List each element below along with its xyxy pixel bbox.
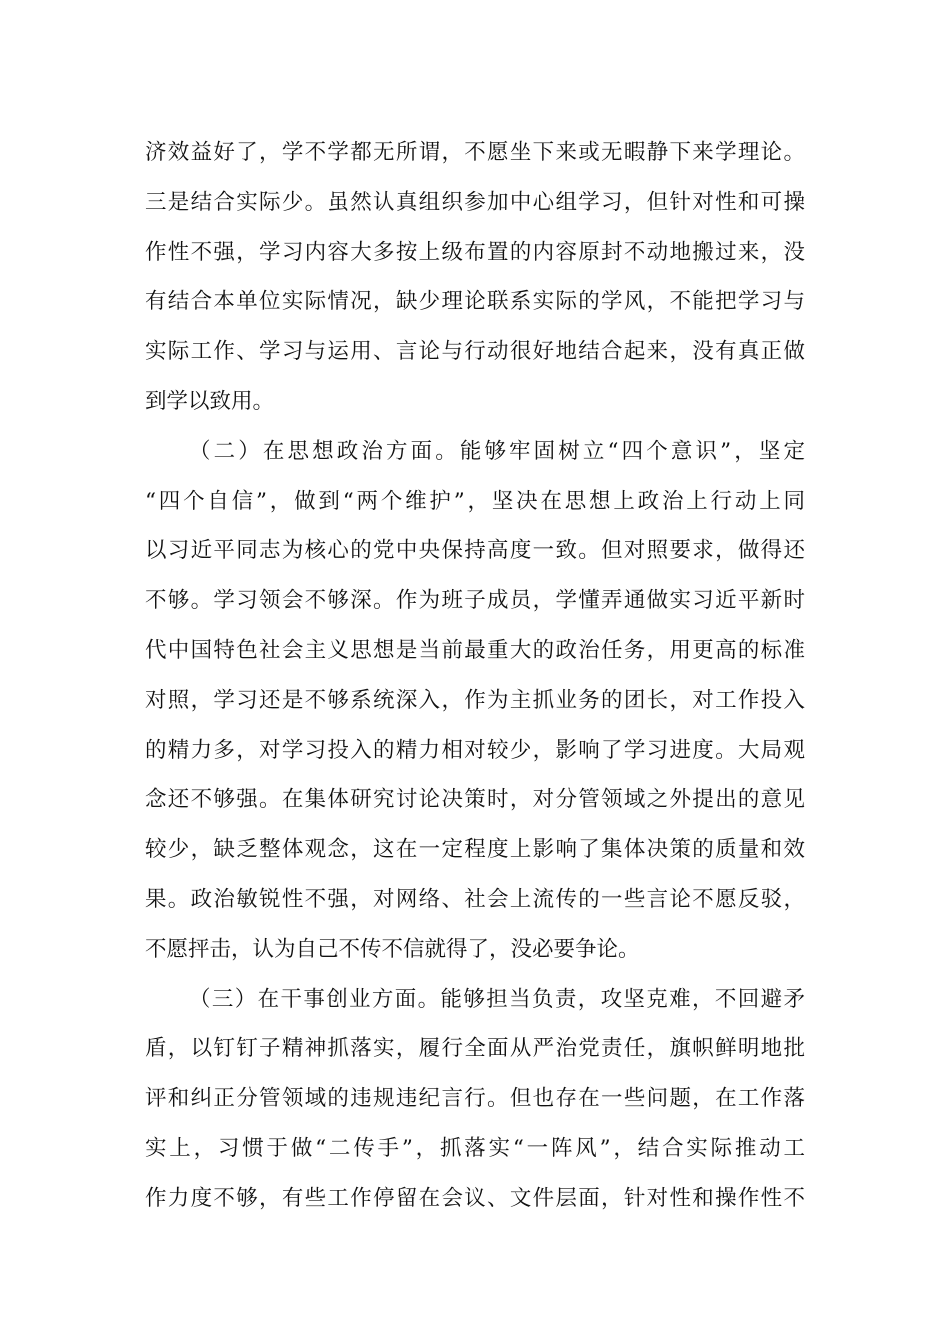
body-line: 不够。学习领会不够深。作为班子成员，学懂弄通做实习近平新时 (145, 588, 805, 614)
body-line: 有结合本单位实际情况，缺少理论联系实际的学风，不能把学习与 (145, 289, 805, 315)
body-line: 对照，学习还是不够系统深入，作为主抓业务的团长，对工作投入 (145, 687, 805, 713)
body-line: 果。政治敏锐性不强，对网络、社会上流传的一些言论不愿反驳， (145, 886, 805, 912)
document-body (145, 128, 805, 1224)
body-line: 三是结合实际少。虽然认真组织参加中心组学习，但针对性和可操 (145, 189, 805, 215)
body-line: 以习近平同志为核心的党中央保持高度一致。但对照要求，做得还 (145, 538, 805, 564)
body-line: 盾，以钉钉子精神抓落实，履行全面从严治党责任，旗帜鲜明地批 (145, 1036, 805, 1062)
body-line: “四个自信”，做到“两个维护”，坚决在思想上政治上行动上同 (145, 488, 805, 514)
body-line: 较少，缺乏整体观念，这在一定程度上影响了集体决策的质量和效 (145, 837, 805, 863)
body-line: 评和纠正分管领域的违规违纪言行。但也存在一些问题，在工作落 (145, 1086, 805, 1112)
body-line: 作力度不够，有些工作停留在会议、文件层面，针对性和操作性不 (145, 1185, 805, 1211)
body-line: 代中国特色社会主义思想是当前最重大的政治任务，用更高的标准 (145, 637, 805, 663)
body-line: 的精力多，对学习投入的精力相对较少，影响了学习进度。大局观 (145, 737, 805, 763)
body-line: 实际工作、学习与运用、言论与行动很好地结合起来，没有真正做 (145, 339, 805, 365)
body-line: 念还不够强。在集体研究讨论决策时，对分管领域之外提出的意见 (145, 787, 805, 813)
body-line: 实上，习惯于做“二传手”，抓落实“一阵风”，结合实际推动工 (145, 1135, 805, 1161)
body-line: 作性不强，学习内容大多按上级布置的内容原封不动地搬过来，没 (145, 239, 805, 265)
body-line: 济效益好了，学不学都无所谓，不愿坐下来或无暇静下来学理论。 (145, 140, 805, 165)
section-heading-line: （三）在干事创业方面。能够担当负责，攻坚克难，不回避矛 (189, 986, 805, 1012)
body-line: 到学以致用。 (145, 388, 275, 414)
section-heading-line: （二）在思想政治方面。能够牢固树立“四个意识”，坚定 (189, 438, 805, 464)
body-line: 不愿抨击，认为自己不传不信就得了，没必要争论。 (145, 936, 640, 962)
